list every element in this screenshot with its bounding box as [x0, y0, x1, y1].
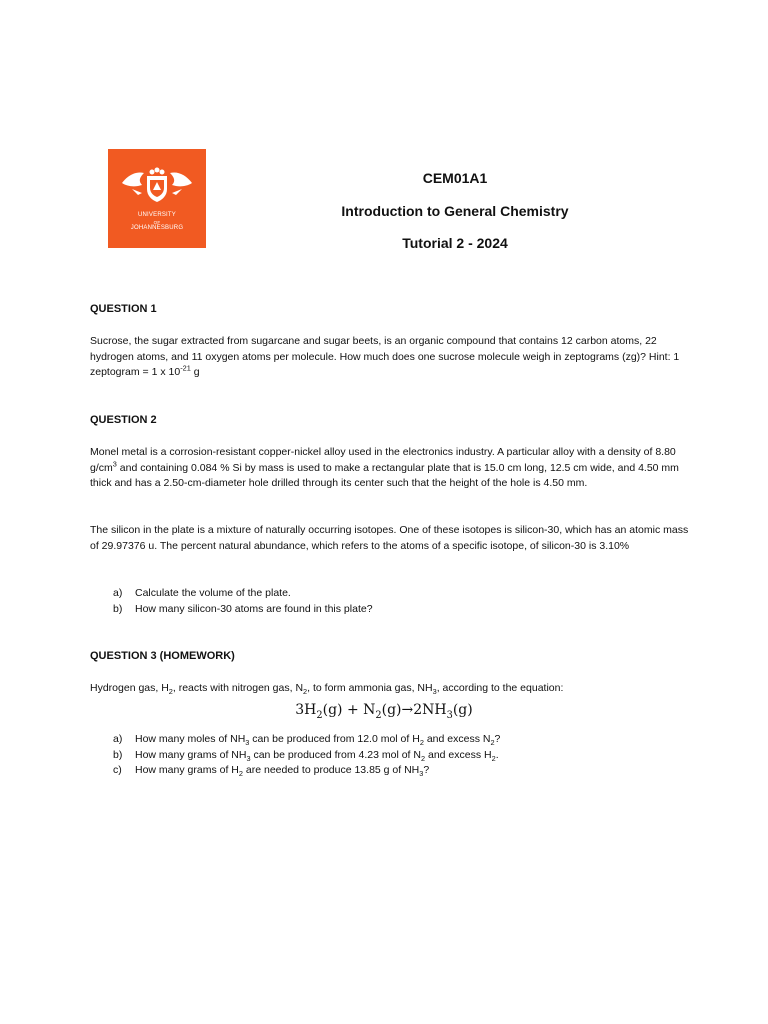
question-3-title: QUESTION 3 (HOMEWORK) — [90, 650, 235, 662]
equation-sub: 3 — [446, 709, 453, 721]
question-3-list — [113, 732, 673, 779]
q1-text-main: Sucrose, the sugar extracted from sugarcane and sugar beets, is an organic compound that contains 12 carbon atoms, 22 hydrogen atoms, and 11 oxygen atoms per molecule. How much does one sucrose molecule weigh in zeptograms (zg)? Hint: 1 zeptogram = 1 x 10 — [90, 335, 680, 378]
item-text: and excess N — [423, 733, 491, 745]
chemical-equation — [0, 702, 768, 721]
question-2-title: QUESTION 2 — [90, 414, 157, 426]
q2-p1-superscript: 3 — [112, 459, 117, 468]
logo-line-3: JOHANNESBURG — [130, 225, 184, 231]
list-item — [113, 748, 673, 764]
list-item-label: b) — [113, 602, 123, 615]
q3-intro-part: , to form ammonia gas, NH — [307, 682, 433, 694]
item-text: and excess H — [425, 748, 492, 761]
equation-part: (g) + N — [322, 702, 376, 718]
q3-intro-sub: 3 — [432, 687, 437, 697]
q3-intro-part: Hydrogen gas, H — [90, 682, 169, 694]
list-item-label: b) — [113, 748, 123, 761]
equation-part: (g) — [452, 702, 473, 718]
q1-text-unit: g — [190, 366, 200, 378]
course-name: Introduction to General Chemistry — [341, 203, 569, 219]
item-text: can be produced from 4.23 mol of N — [250, 748, 421, 761]
q3-intro-part: , according to the equation: — [436, 682, 564, 694]
question-3-intro — [90, 681, 690, 697]
question-2-paragraph-2: The silicon in the plate is a mixture of naturally occurring isotopes. One of these isotopes is silicon-30, which has an atomic mass of 29.97376 u. The percent natural abundance, which refers to the atoms of a specific isotope, of silicon-30 is 3.10% — [90, 524, 689, 552]
list-item-label: c) — [113, 764, 122, 776]
equation-sub: 2 — [316, 709, 323, 721]
tutorial-title: Tutorial 2 - 2024 — [402, 235, 508, 251]
list-item — [113, 763, 673, 779]
q3-intro-sub: 2 — [303, 687, 308, 697]
equation-part: (g)→2NH — [381, 702, 447, 718]
item-text: How many grams of H — [135, 764, 239, 776]
item-text: How many grams of NH — [135, 748, 247, 761]
item-sub: 3 — [245, 738, 250, 748]
item-text: How many moles of NH — [135, 733, 246, 745]
q3-intro-part: , reacts with nitrogen gas, N — [172, 682, 304, 694]
q2-p1-start: Monel metal is a corrosion-resistant copper-nickel alloy used in the electronics industry. A particular alloy with a density of 8.80 g/cm — [90, 446, 676, 474]
item-text: are needed to produce 13.85 g of NH — [242, 764, 420, 776]
list-item — [113, 732, 673, 748]
crest-icon — [108, 149, 206, 209]
logo-line-2: OF — [153, 220, 161, 225]
item-sub: 2 — [490, 738, 495, 748]
q3-intro-sub: 2 — [168, 687, 173, 697]
item-text: can be produced from 12.0 mol of H — [249, 733, 420, 745]
logo-line-1: UNIVERSITY — [137, 212, 176, 218]
question-2-paragraph-1 — [90, 445, 690, 492]
item-sub: 2 — [491, 753, 496, 763]
list-item — [113, 602, 673, 618]
question-2-list — [113, 586, 673, 617]
question-1-title: QUESTION 1 — [90, 303, 157, 315]
course-code: CEM01A1 — [422, 170, 488, 186]
q1-exponent: -21 — [180, 363, 191, 373]
list-item-text: How many silicon-30 atoms are found in this plate? — [135, 602, 373, 615]
list-item — [113, 586, 673, 602]
item-text: . — [495, 748, 499, 761]
item-sub: 2 — [238, 769, 243, 779]
item-sub: 3 — [246, 753, 251, 763]
item-text: ? — [494, 733, 501, 745]
list-item-label: a) — [113, 733, 123, 745]
item-sub: 2 — [420, 753, 426, 763]
q2-p1-end: and containing 0.084 % Si by mass is used to make a rectangular plate that is 15.0 cm long, 12.5 cm wide, and 4.50 mm thick and has a 2.50-cm-diameter hole drilled through its center such that the height of the hole is 4.50 mm. — [90, 461, 679, 489]
item-sub: 3 — [419, 769, 424, 779]
equation-sub: 2 — [375, 709, 382, 721]
list-item-text: Calculate the volume of the plate. — [135, 587, 291, 599]
item-text: ? — [423, 764, 430, 776]
item-sub: 2 — [419, 738, 424, 748]
university-logo — [108, 149, 206, 248]
list-item-label: a) — [113, 587, 123, 599]
equation-part: 3H — [295, 702, 317, 718]
question-1-text — [90, 334, 690, 381]
